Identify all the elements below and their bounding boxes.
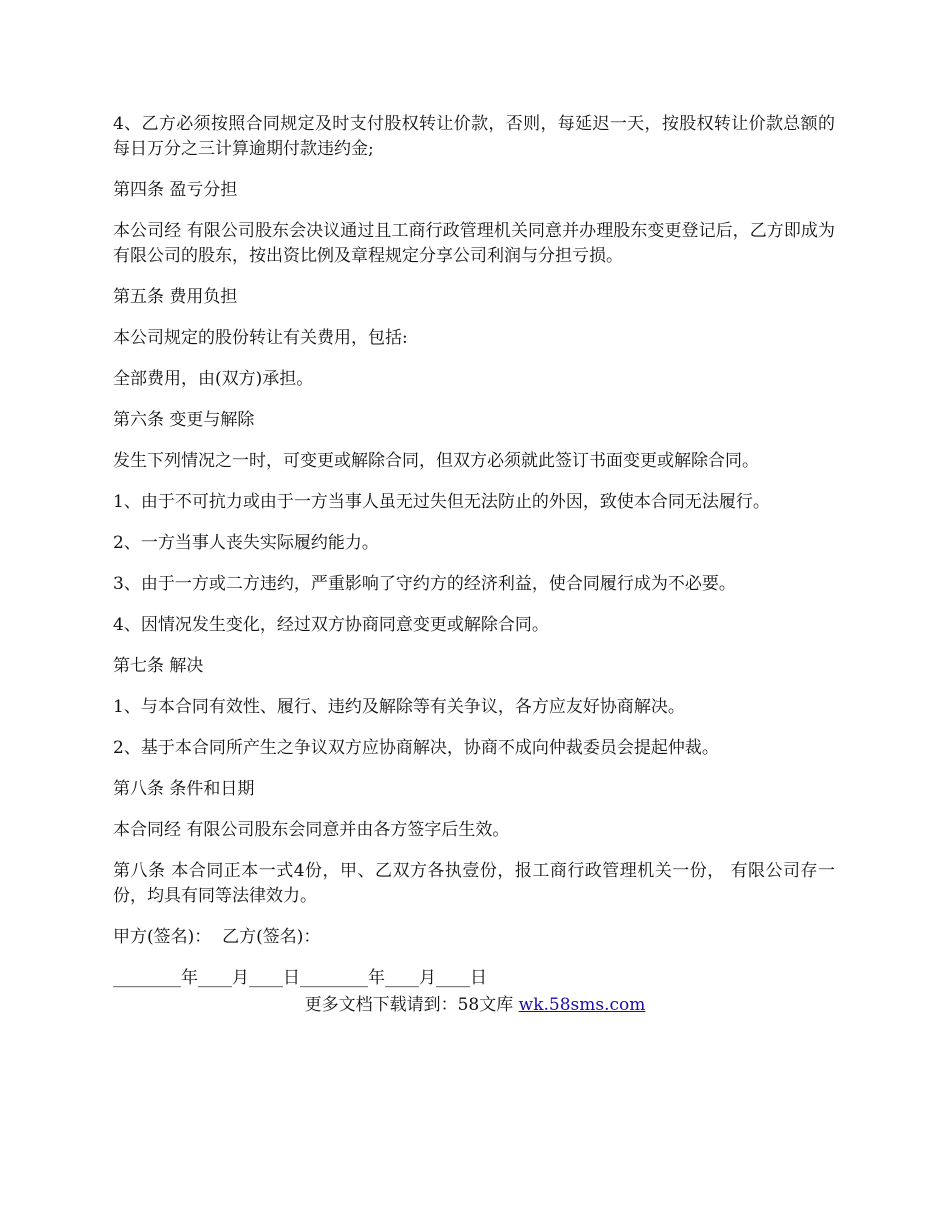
footer <box>0 993 950 1018</box>
date-line: ________年____月____日________年____月____日 <box>113 968 487 988</box>
heading-article-8: 第八条 条件和日期 <box>113 779 255 799</box>
paragraph-condition-4: 4、因情况发生变化，经过双方协商同意变更或解除合同。 <box>113 615 549 635</box>
paragraph-fees: 本公司规定的股份转让有关费用，包括: <box>113 328 408 348</box>
paragraph-condition-3: 3、由于一方或二方违约，严重影响了守约方的经济利益，使合同履行成为不必要。 <box>113 574 736 594</box>
paragraph-change-conditions: 发生下列情况之一时，可变更或解除合同，但双方必须就此签订书面变更或解除合同。 <box>113 451 759 471</box>
footer-text: 更多文档下载请到：58文库 <box>304 995 519 1015</box>
paragraph-profit-loss: 本公司经 有限公司股东会决议通过且工商行政管理机关同意并办理股东变更登记后，乙方即成为有限公司的股东，按出资比例及章程规定分享公司利润与分担亏损。 <box>113 221 835 266</box>
paragraph-effective: 本合同经 有限公司股东会同意并由各方签字后生效。 <box>113 820 510 840</box>
paragraph-dispute-2: 2、基于本合同所产生之争议双方应协商解决，协商不成向仲裁委员会提起仲裁。 <box>113 738 719 758</box>
heading-article-5: 第五条 费用负担 <box>113 287 238 307</box>
paragraph-clause-4-payment: 4、乙方必须按照合同规定及时支付股权转让价款，否则，每延迟一天，按股权转让价款总额的每日万分之三计算逾期付款违约金; <box>113 114 835 159</box>
heading-article-6: 第六条 变更与解除 <box>113 410 255 430</box>
paragraph-copies: 第八条 本合同正本一式4份，甲、乙双方各执壹份，报工商行政管理机关一份， 有限公司存一份，均具有同等法律效力。 <box>113 861 835 906</box>
signature-line: 甲方(签名)： 乙方(签名)： <box>113 927 321 947</box>
paragraph-condition-2: 2、一方当事人丧失实际履约能力。 <box>113 533 379 553</box>
paragraph-fees-borne: 全部费用，由(双方)承担。 <box>113 369 314 389</box>
heading-article-4: 第四条 盈亏分担 <box>113 180 238 200</box>
paragraph-condition-1: 1、由于不可抗力或由于一方当事人虽无过失但无法防止的外因，致使本合同无法履行。 <box>113 492 770 512</box>
heading-article-7: 第七条 解决 <box>113 656 204 676</box>
document-body <box>113 112 835 1007</box>
paragraph-dispute-1: 1、与本合同有效性、履行、违约及解除等有关争议，各方应友好协商解决。 <box>113 697 685 717</box>
footer-link[interactable]: wk.58sms.com <box>518 995 646 1015</box>
